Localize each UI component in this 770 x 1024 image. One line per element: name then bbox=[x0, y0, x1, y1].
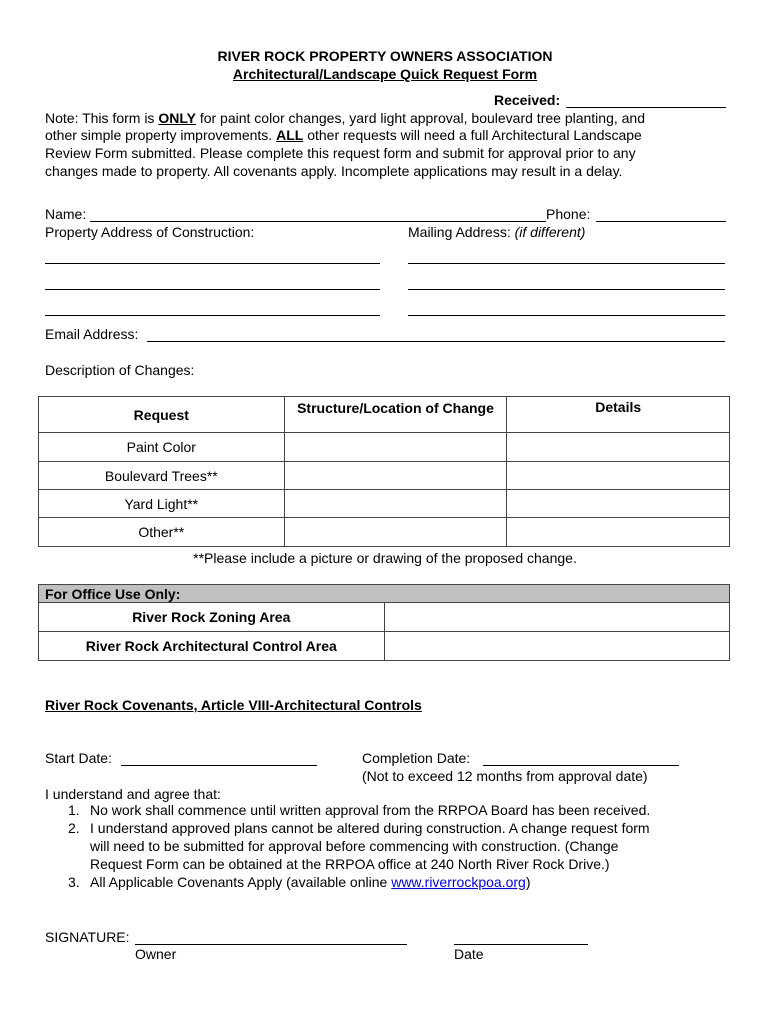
agreement-intro: I understand and agree that: bbox=[45, 786, 221, 802]
header-structure-location: Structure/Location of Change bbox=[284, 397, 507, 433]
mailing-address-line-1[interactable] bbox=[408, 263, 725, 264]
owner-label: Owner bbox=[135, 946, 177, 962]
zoning-area-label: River Rock Zoning Area bbox=[39, 603, 385, 632]
name-field[interactable] bbox=[90, 221, 546, 222]
structure-cell-paint-color[interactable] bbox=[284, 433, 507, 462]
description-label: Description of Changes: bbox=[45, 362, 195, 378]
agreement-list bbox=[68, 801, 650, 891]
signature-field[interactable] bbox=[135, 944, 407, 945]
table-row bbox=[39, 462, 730, 490]
start-date-field[interactable] bbox=[121, 765, 317, 766]
office-use-table bbox=[38, 584, 730, 661]
property-address-line-3[interactable] bbox=[45, 315, 380, 316]
architectural-control-area-value[interactable] bbox=[384, 632, 729, 661]
details-cell-other[interactable] bbox=[507, 518, 730, 547]
note-line-1: Note: This form is ONLY for paint color changes, yard light approval, boulevard tree planting, and bbox=[45, 110, 645, 126]
signature-label: SIGNATURE: bbox=[45, 929, 130, 945]
details-cell-boulevard-trees[interactable] bbox=[507, 462, 730, 490]
structure-cell-yard-light[interactable] bbox=[284, 490, 507, 518]
note-all-emphasis: ALL bbox=[276, 127, 304, 143]
property-address-line-2[interactable] bbox=[45, 289, 380, 290]
note-line-3: Review Form submitted. Please complete this request form and submit for approval prior to any bbox=[45, 145, 636, 161]
completion-date-note: (Not to exceed 12 months from approval date) bbox=[362, 768, 648, 784]
table-footnote: **Please include a picture or drawing of the proposed change. bbox=[193, 550, 577, 566]
property-address-line-1[interactable] bbox=[45, 263, 380, 264]
details-cell-paint-color[interactable] bbox=[507, 433, 730, 462]
list-item: 3. All Applicable Covenants Apply (available online www.riverrockpoa.org) bbox=[68, 874, 531, 890]
request-table-header bbox=[39, 397, 730, 433]
zoning-area-value[interactable] bbox=[384, 603, 729, 632]
form-title: Architectural/Landscape Quick Request Form bbox=[232, 66, 538, 82]
mailing-address-line-3[interactable] bbox=[408, 315, 725, 316]
note-line-2: other simple property improvements. ALL other requests will need a full Architectural Landscape bbox=[45, 127, 642, 143]
request-other: Other** bbox=[39, 518, 285, 547]
list-item: 1. No work shall commence until written approval from the RRPOA Board has been received. bbox=[68, 802, 651, 818]
office-use-header bbox=[39, 585, 730, 603]
signature-date-field[interactable] bbox=[454, 944, 588, 945]
completion-date-label: Completion Date: bbox=[362, 750, 471, 766]
table-row bbox=[39, 632, 730, 661]
architectural-control-area-label: River Rock Architectural Control Area bbox=[39, 632, 385, 661]
start-date-label: Start Date: bbox=[45, 750, 112, 766]
email-field[interactable] bbox=[147, 341, 725, 342]
request-yard-light: Yard Light** bbox=[39, 490, 285, 518]
structure-cell-boulevard-trees[interactable] bbox=[284, 462, 507, 490]
mailing-address-line-2[interactable] bbox=[408, 289, 725, 290]
date-label: Date bbox=[454, 946, 484, 962]
request-paint-color: Paint Color bbox=[39, 433, 285, 462]
phone-field[interactable] bbox=[596, 221, 726, 222]
table-row bbox=[39, 433, 730, 462]
completion-date-field[interactable] bbox=[483, 765, 679, 766]
request-boulevard-trees: Boulevard Trees** bbox=[39, 462, 285, 490]
org-title: RIVER ROCK PROPERTY OWNERS ASSOCIATION bbox=[217, 48, 553, 64]
note-only-emphasis: ONLY bbox=[158, 110, 196, 126]
property-address-label: Property Address of Construction: bbox=[45, 224, 255, 240]
header-details: Details bbox=[507, 397, 730, 433]
mailing-address-label: Mailing Address: (if different) bbox=[408, 224, 586, 240]
header-request: Request bbox=[39, 397, 285, 433]
list-item: 2. I understand approved plans cannot be altered during construction. A change request form will need to be submitted for approval before commencing with construction. (Change Request Form can be obtained at the RRPOA office at 240 North River Rock Drive.) bbox=[68, 820, 650, 872]
name-label: Name: bbox=[45, 206, 87, 222]
office-use-title: For Office Use Only: bbox=[39, 585, 730, 603]
request-table bbox=[38, 396, 730, 547]
structure-cell-other[interactable] bbox=[284, 518, 507, 547]
email-label: Email Address: bbox=[45, 326, 139, 342]
note-line-4: changes made to property. All covenants apply. Incomplete applications may result in a delay. bbox=[45, 163, 623, 179]
covenants-heading: River Rock Covenants, Article VIII-Architectural Controls bbox=[45, 697, 422, 713]
table-row bbox=[39, 490, 730, 518]
details-cell-yard-light[interactable] bbox=[507, 490, 730, 518]
phone-label: Phone: bbox=[546, 206, 591, 222]
received-field[interactable] bbox=[566, 107, 726, 108]
table-row bbox=[39, 603, 730, 632]
received-label: Received: bbox=[494, 92, 561, 108]
covenants-website-link[interactable]: www.riverrockpoa.org bbox=[391, 874, 526, 890]
table-row bbox=[39, 518, 730, 547]
